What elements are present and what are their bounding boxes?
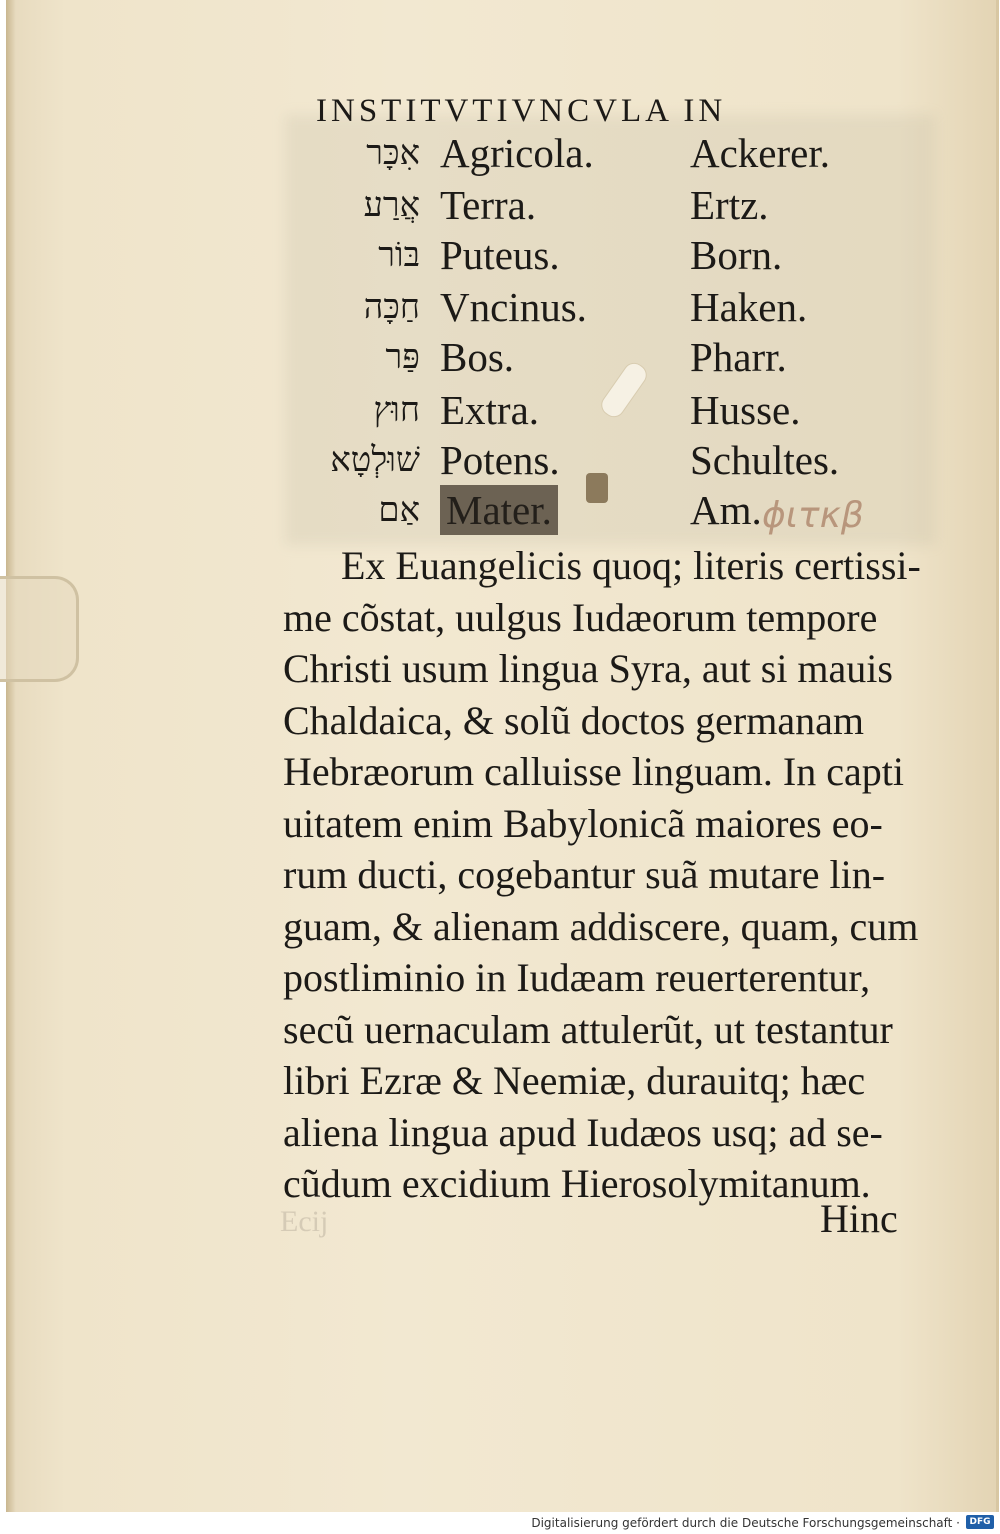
dfg-logo-icon: DFG	[966, 1515, 994, 1529]
body-line: libri Ezræ & Neemiæ, durauitq; hæc	[283, 1058, 866, 1103]
vocab-row	[290, 128, 930, 178]
body-line: uitatem enim Babylonicã maiores eo-	[283, 800, 883, 846]
latin-word: Agricola.	[440, 130, 594, 176]
latin-word: Puteus.	[440, 232, 560, 278]
latin-word: Bos.	[440, 334, 515, 380]
hebrew-word: אֲרַע	[363, 185, 420, 225]
body-line: me cõstat, uulgus Iudæorum tempore	[283, 594, 878, 640]
body-paragraph	[283, 540, 943, 1210]
body-line: Hebræorum calluisse linguam. In capti	[283, 749, 904, 794]
hebrew-word: פַּר	[385, 337, 420, 377]
hebrew-word: אִכָּר	[366, 133, 420, 173]
german-word: Ertz.	[690, 182, 769, 228]
page-clip	[0, 576, 79, 682]
german-word: Schultes.	[690, 437, 840, 483]
funding-credit: Digitalisierung gefördert durch die Deutsche Forschungsgemeinschaft ·	[531, 1516, 960, 1530]
body-line: Ex Euangelicis quoq; literis certissi-	[341, 543, 921, 588]
show-through-text: Ecij	[280, 1205, 329, 1238]
latin-word: Extra.	[440, 387, 540, 433]
body-line: rum ducti, cogebantur suã mutare lin-	[283, 852, 886, 897]
latin-word-highlighted: Mater.	[440, 485, 558, 535]
hebrew-word: שׁוּלְטָא	[330, 440, 420, 480]
body-line: secũ uernaculam attulerũt, ut testantur	[283, 1006, 893, 1052]
body-line: aliena lingua apud Iudæos usq; ad se-	[283, 1109, 883, 1155]
running-head: INSTITVTIVNCVLA IN	[316, 93, 727, 129]
catchword: Hinc	[820, 1196, 898, 1241]
hebrew-word: חַכָּה	[363, 287, 420, 327]
latin-word: Terra.	[440, 182, 537, 228]
german-word: Ackerer.	[690, 130, 830, 176]
handwritten-annotation: ϕιτκβ	[762, 495, 864, 536]
body-line: Chaldaica, & solũ doctos germanam	[283, 697, 864, 743]
latin-word: Vncinus.	[440, 284, 587, 330]
body-line: Christi usum lingua Syra, aut si mauis	[283, 646, 893, 691]
german-word: Born.	[690, 232, 783, 278]
vocab-row	[290, 230, 930, 280]
vocab-row	[290, 332, 930, 382]
vocab-row	[290, 282, 930, 332]
digitization-footer	[0, 1512, 1000, 1534]
body-line: cũdum excidium Hierosolymitanum.	[283, 1161, 871, 1206]
german-word: Am.	[690, 487, 762, 533]
vocab-row	[290, 435, 930, 485]
german-word: Husse.	[690, 387, 801, 433]
ink-smudge	[586, 473, 608, 503]
hebrew-word: בּוֹר	[378, 235, 420, 275]
body-line: postliminio in Iudæam reuerterentur,	[283, 955, 871, 1000]
hebrew-word: חוּץ	[373, 390, 420, 430]
vocab-row	[290, 180, 930, 230]
german-word: Pharr.	[690, 334, 787, 380]
german-word: Haken.	[690, 284, 808, 330]
latin-word: Potens.	[440, 437, 560, 483]
body-line: guam, & alienam addiscere, quam, cum	[283, 903, 919, 949]
hebrew-word: אַם	[378, 490, 420, 530]
binding-edge	[6, 0, 16, 1512]
